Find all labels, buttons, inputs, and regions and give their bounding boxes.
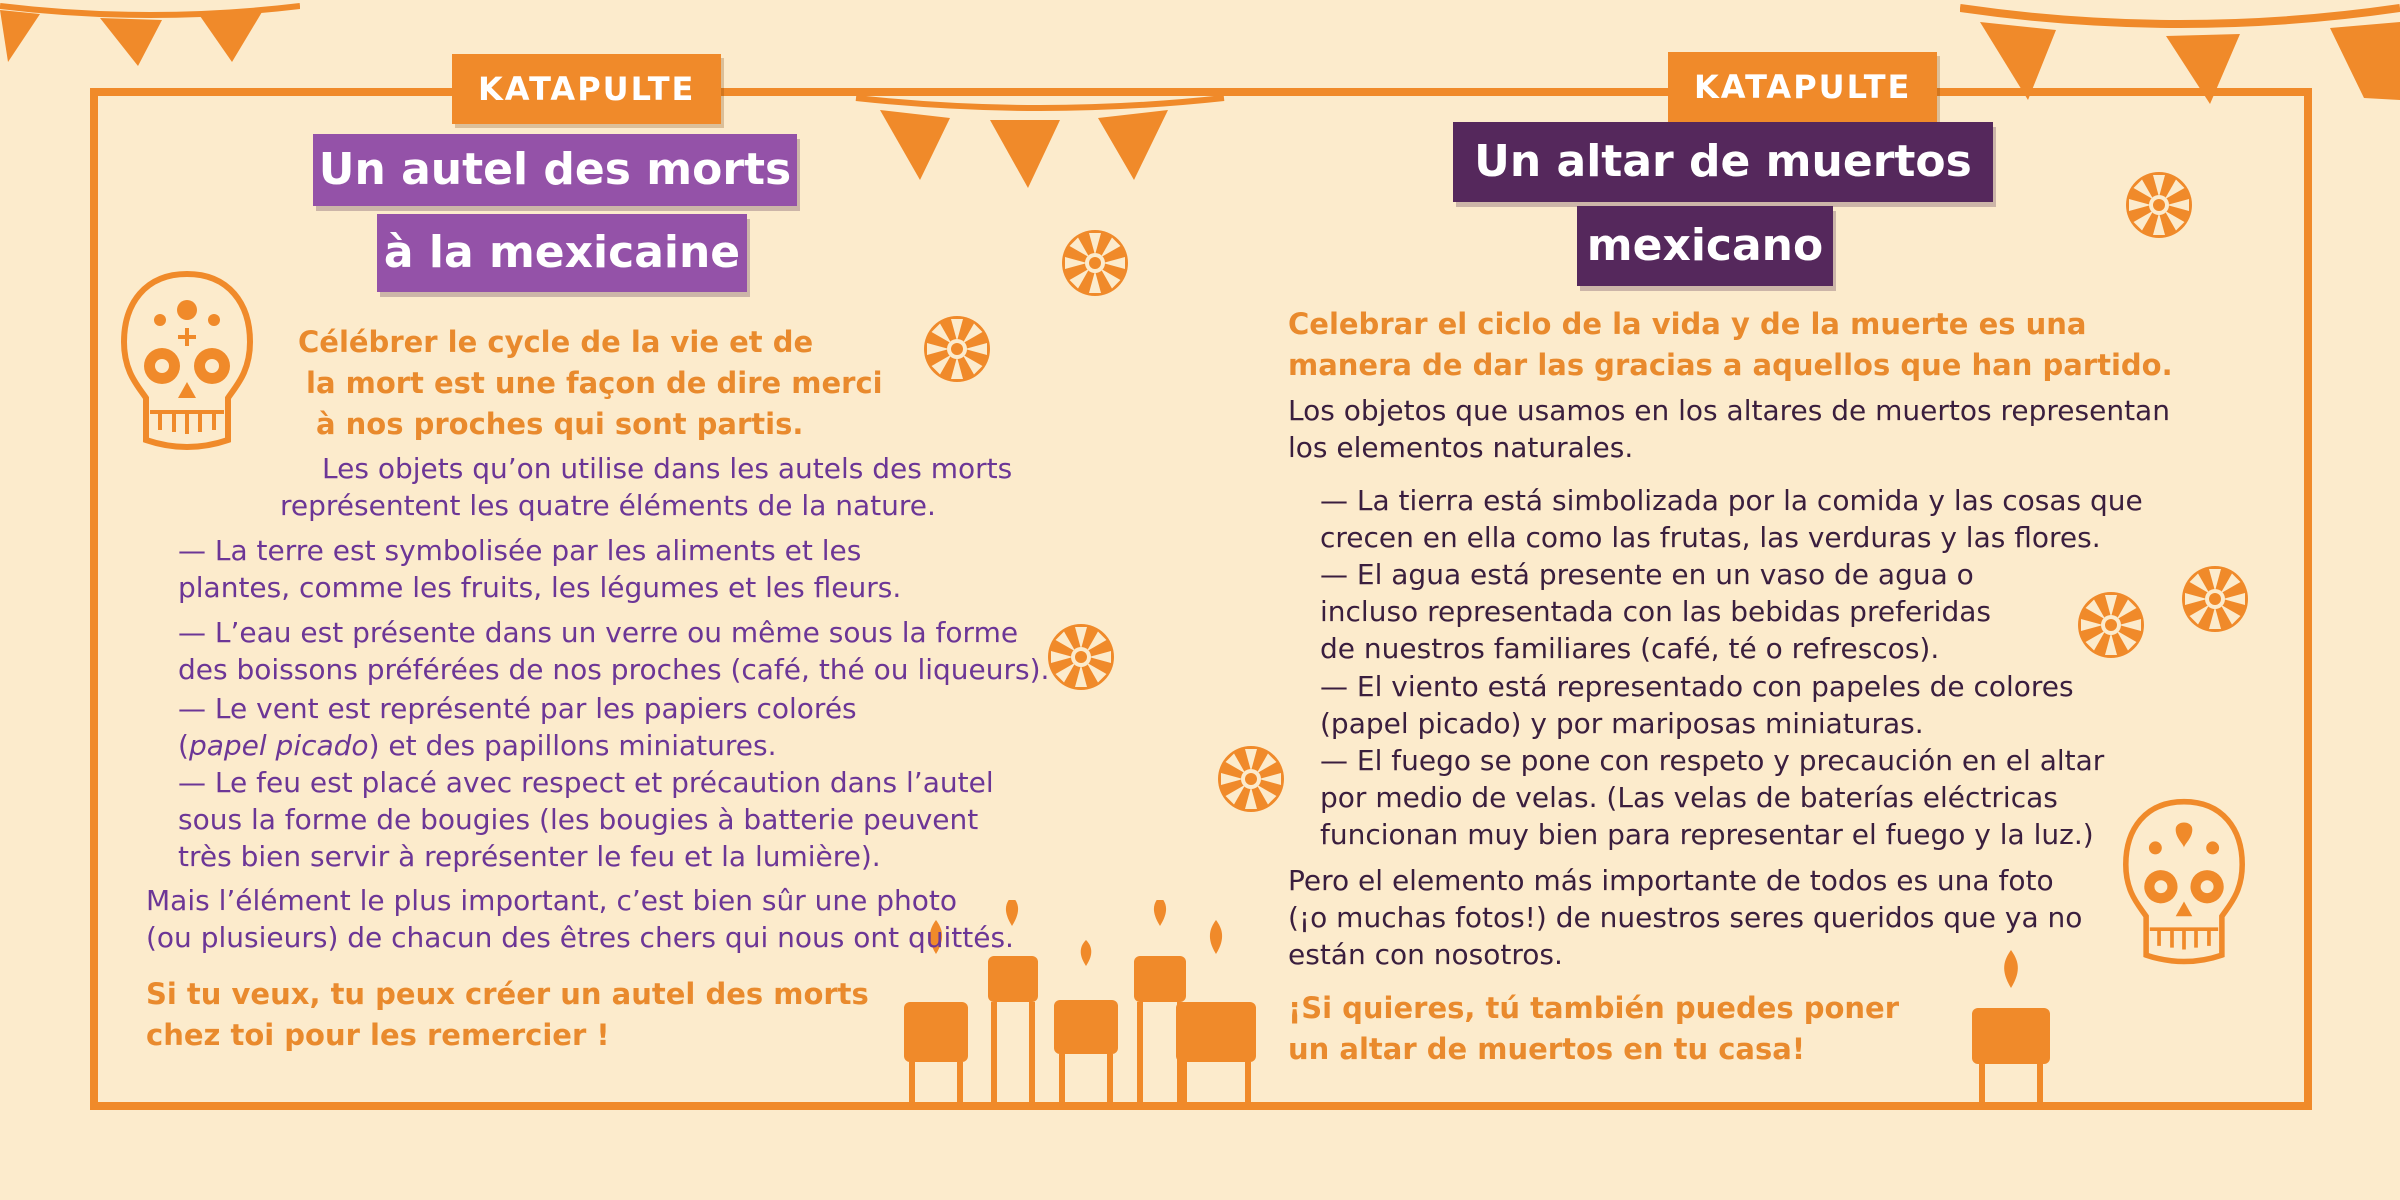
papel-picado-term: papel picado xyxy=(188,729,369,762)
candle-icon xyxy=(1054,940,1118,1110)
left-photo-paragraph: Mais l’élément le plus important, c’est bien sûr une photo (ou plusieurs) de chacun des êtres chers qui nous ont quittés. xyxy=(146,884,1014,954)
pennant-icon xyxy=(200,12,262,62)
right-title-line1: Un altar de muertos xyxy=(1453,122,1993,202)
flower-icon xyxy=(1046,622,1116,692)
pennant-icon xyxy=(0,10,40,62)
right-wind-item: — El viento está representado con papeles de colores (papel picado) y por mariposas miniaturas. xyxy=(1320,670,2074,740)
left-title-line1: Un autel des morts xyxy=(313,134,797,206)
pennant-icon xyxy=(100,18,162,66)
right-objects-paragraph: Los objetos que usamos en los altares de muertos representan los elementos naturales. xyxy=(1288,394,2170,464)
right-earth-item: — La tierra está simbolizada por la comida y las cosas que crecen en ella como las frutas, las verduras y las flores. xyxy=(1320,484,2143,554)
right-fire-item: — El fuego se pone con respeto y precaución en el altar por medio de velas. (Las velas de baterías eléctricas funcionan muy bien para representar el fuego y la luz.) xyxy=(1320,744,2105,851)
bunting-top-right xyxy=(1960,0,2400,110)
flower-icon xyxy=(2076,590,2146,660)
right-intro: Celebrar el ciclo de la vida y de la muerte es una manera de dar las gracias a aquellos que han partido. xyxy=(1288,307,2173,382)
pennant-icon xyxy=(2166,34,2240,104)
left-fire-item: — Le feu est placé avec respect et précaution dans l’autel sous la forme de bougies (les bougies à batterie peuvent très bien servir à représenter le feu et la lumière). xyxy=(178,766,994,873)
left-closing: Si tu veux, tu peux créer un autel des morts chez toi pour les remercier ! xyxy=(146,977,869,1052)
right-photo-paragraph: Pero el elemento más importante de todos es una foto (¡o muchas fotos!) de nuestros seres queridos que ya no están con nosotros. xyxy=(1288,864,2083,971)
right-brand-tag: KATAPULTE xyxy=(1668,52,1937,122)
left-intro: Célébrer le cycle de la vie et de la mort est une façon de dire merci à nos proches qui sont partis. xyxy=(298,325,883,441)
flower-icon xyxy=(1060,228,1130,298)
pennant-icon xyxy=(990,120,1060,188)
left-objects-paragraph: Les objets qu’on utilise dans les autels des morts représentent les quatre éléments de la nature. xyxy=(280,452,1013,522)
sugar-skull-icon xyxy=(120,270,254,454)
right-title-line2: mexicano xyxy=(1577,206,1833,286)
right-water-item: — El agua está presente en un vaso de agua o incluso representada con las bebidas preferidas de nuestros familiares (café, té o refrescos). xyxy=(1320,558,1991,665)
left-title-line2: à la mexicaine xyxy=(377,214,747,292)
right-closing: ¡Si quieres, tú también puedes poner un altar de muertos en tu casa! xyxy=(1288,991,1900,1066)
flower-icon xyxy=(1216,744,1286,814)
bunting-top-left xyxy=(0,0,300,80)
pennant-icon xyxy=(1980,22,2056,100)
pennant-icon xyxy=(1098,110,1168,180)
pennant-icon xyxy=(2330,22,2400,100)
left-water-item: — L’eau est présente dans un verre ou même sous la forme des boissons préférées de nos proches (café, thé ou liqueurs). xyxy=(178,616,1050,686)
candle-icon xyxy=(1176,920,1256,1110)
flower-icon xyxy=(922,314,992,384)
sugar-skull-icon xyxy=(2122,798,2246,968)
left-earth-item: — La terre est symbolisée par les aliments et les plantes, comme les fruits, les légumes et les fleurs. xyxy=(178,534,902,604)
left-wind-item: — Le vent est représenté par les papiers colorés (papel picado) et des papillons miniatures. xyxy=(178,692,857,762)
flower-icon xyxy=(2124,170,2194,240)
pennant-icon xyxy=(880,110,950,180)
flower-icon xyxy=(2180,564,2250,634)
bunting-center xyxy=(850,88,1230,198)
left-brand-tag: KATAPULTE xyxy=(452,54,721,124)
